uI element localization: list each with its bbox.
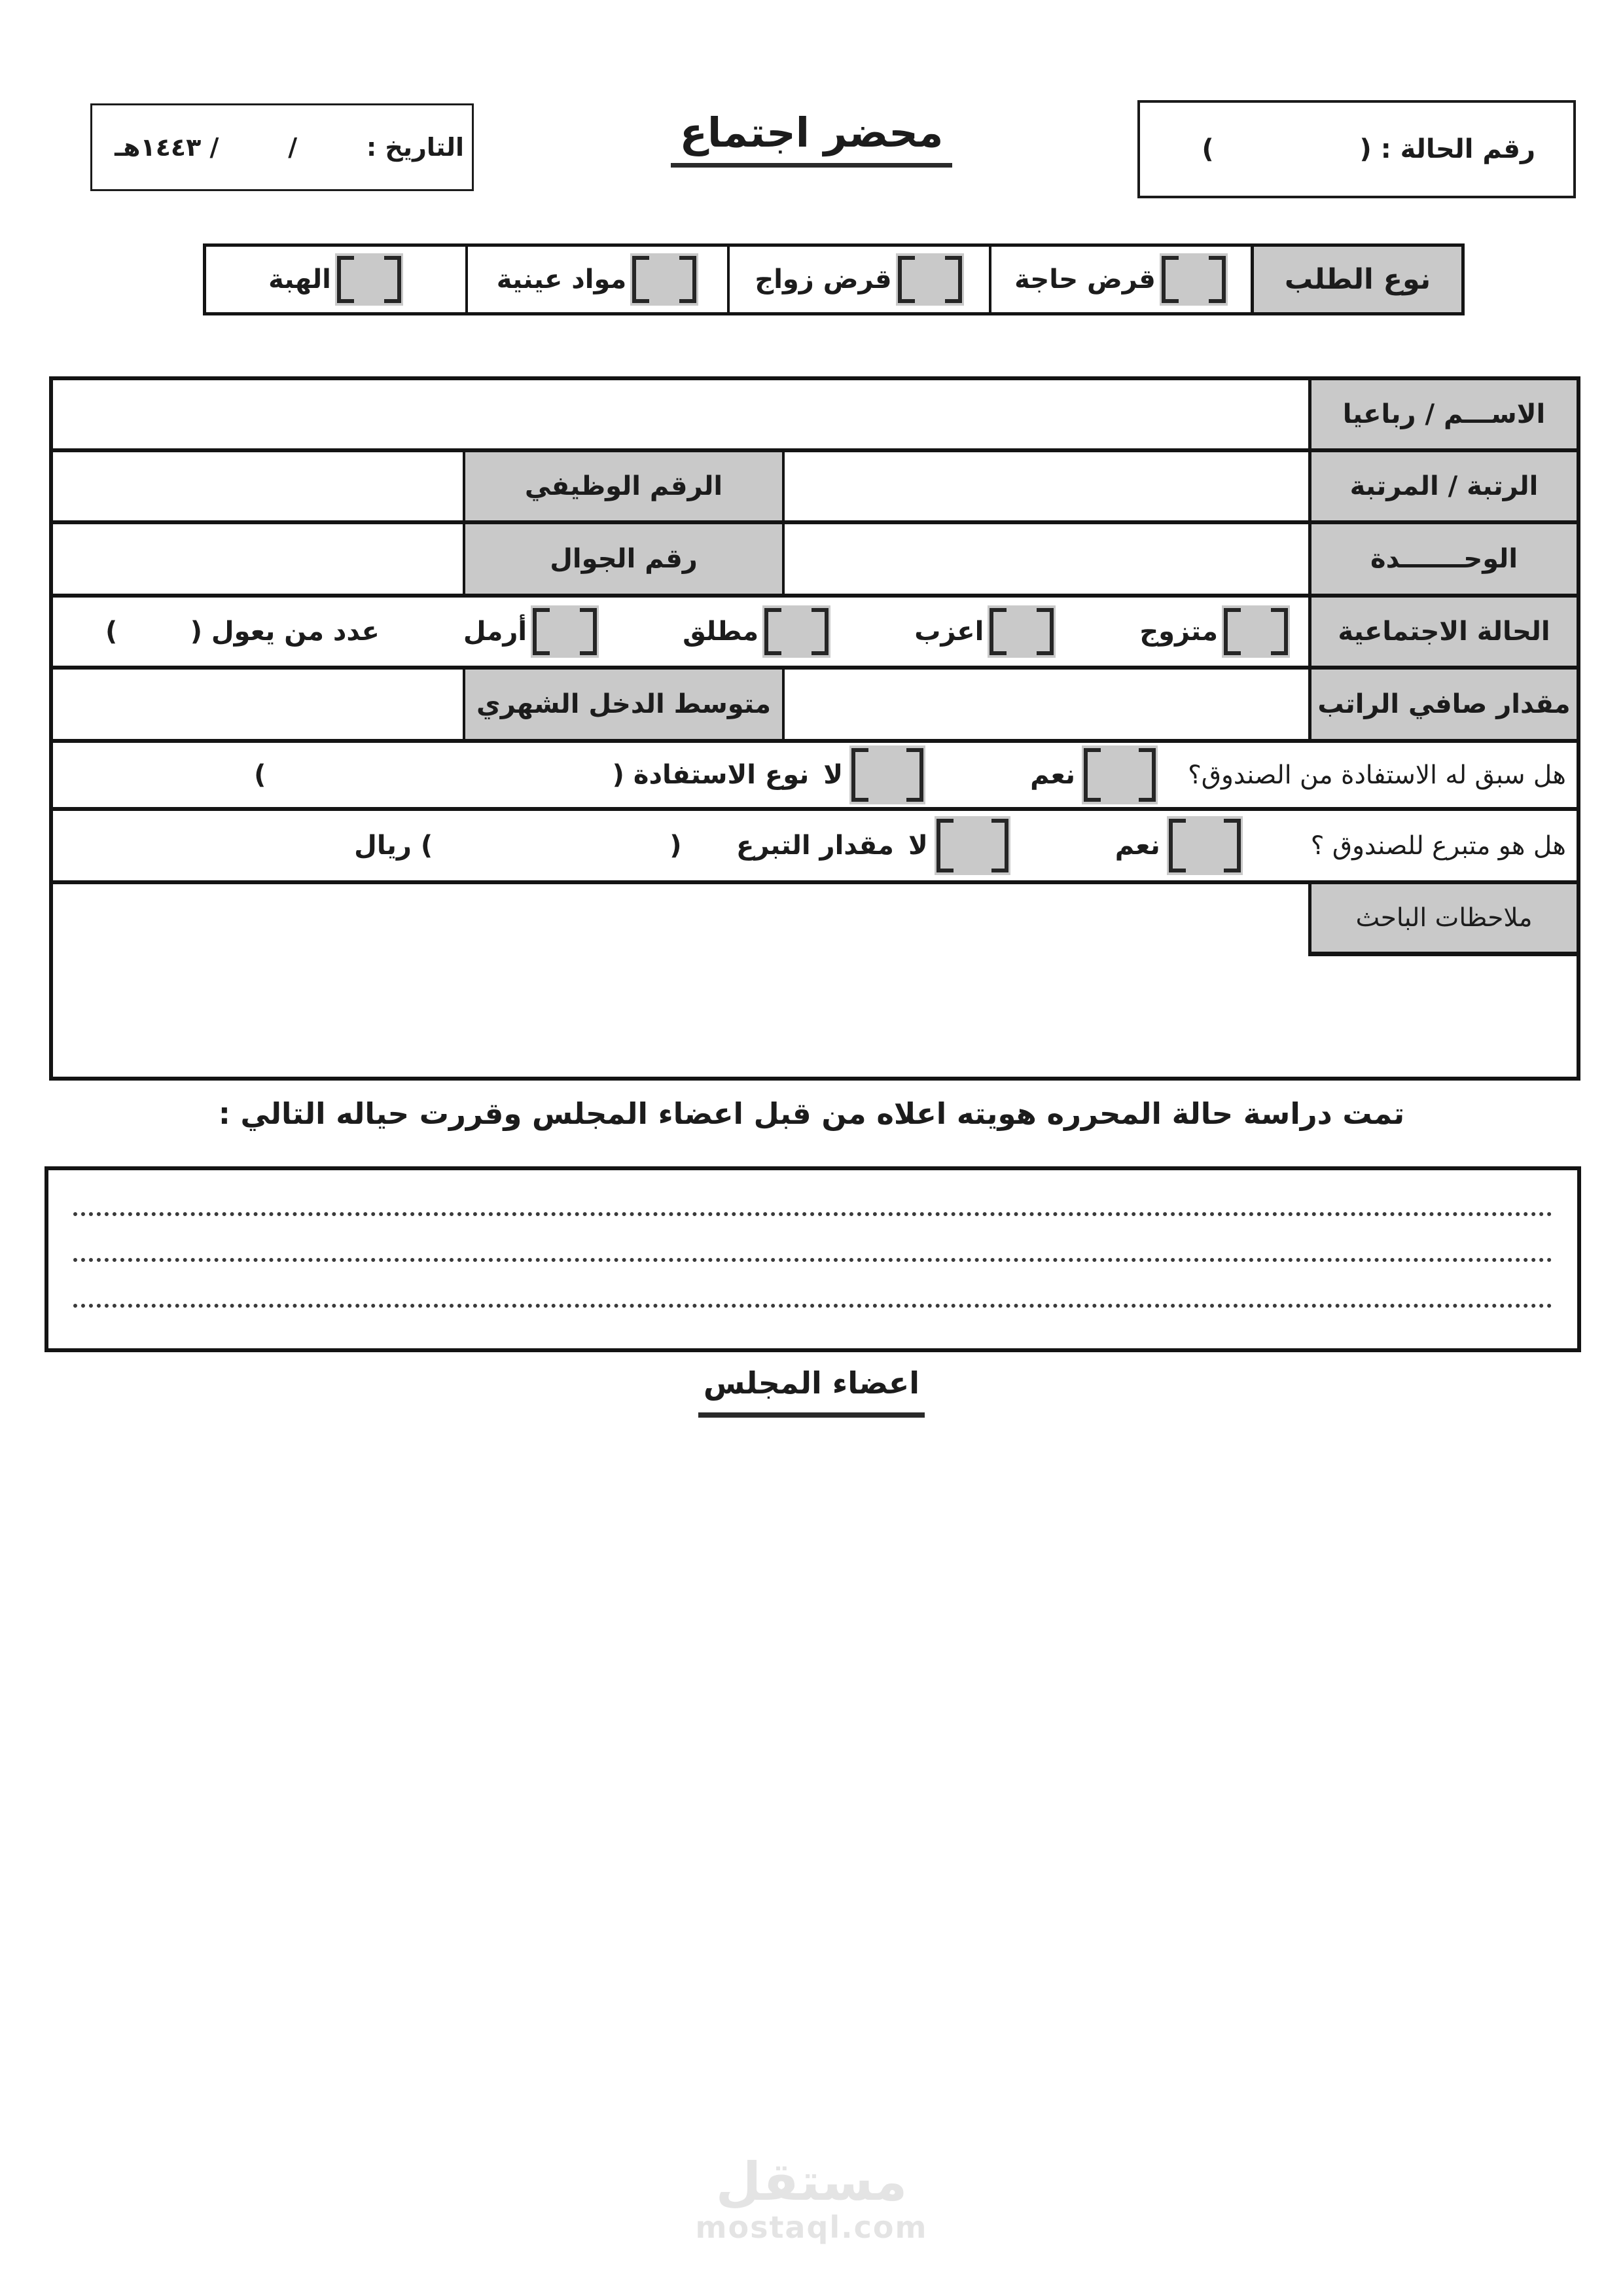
option-gift (206, 247, 465, 312)
field-label-marital: الحالة الاجتماعية (1308, 598, 1577, 666)
notes-header-column (1308, 884, 1577, 956)
donor-yes-label: نعم (1115, 831, 1160, 861)
row-rank (53, 448, 1577, 520)
decision-line-3[interactable] (73, 1262, 1552, 1308)
donor-no-label: لا (908, 831, 928, 861)
option-widowed-label: أرمل (463, 617, 527, 647)
option-divorced-label: مطلق (683, 617, 759, 647)
decision-line-1[interactable] (73, 1170, 1552, 1216)
field-label-net-salary: مقدار صافي الراتب (1308, 670, 1577, 739)
row-unit (53, 520, 1577, 594)
checkbox-inkind-materials[interactable] (630, 253, 698, 306)
row-name (53, 380, 1577, 448)
avg-income-input-area[interactable] (53, 670, 463, 739)
decision-statement: تمت دراسة حالة المحرره هويته اعلاه من قبل اعضاء المجلس وقررت حياله التالي : (218, 1096, 1405, 1131)
members-title: اعضاء المجلس (698, 1365, 925, 1418)
option-marriage-loan (727, 247, 989, 312)
checkbox-donor-no[interactable] (935, 816, 1010, 875)
checkbox-marriage-loan[interactable] (896, 253, 964, 306)
net-salary-input-area[interactable] (785, 670, 1308, 739)
checkbox-widowed[interactable] (531, 605, 599, 658)
notes-input-area[interactable] (53, 884, 1308, 1081)
option-need-loan (989, 247, 1251, 312)
question-benefited: هل سبق له الاستفادة من الصندوق؟ (1188, 760, 1566, 790)
mobile-input-area[interactable] (53, 524, 463, 594)
option-widowed (463, 605, 599, 658)
rank-input-area[interactable] (785, 452, 1308, 520)
option-inkind-materials-label: مواد عينية (496, 264, 627, 295)
benefited-no-label: لا (823, 760, 844, 790)
watermark (0, 2151, 1623, 2245)
date-label[interactable]: التاريخ : / / ١٤٤٣هـ (115, 133, 464, 162)
row-researcher-notes (53, 880, 1577, 1077)
checkbox-need-loan[interactable] (1160, 253, 1228, 306)
marital-options (53, 598, 1308, 666)
request-type-header: نوع الطلب (1251, 247, 1461, 312)
checkbox-benefited-yes[interactable] (1082, 745, 1158, 804)
option-married (1139, 605, 1290, 658)
case-number-label[interactable]: رقم الحالة : ( ) (1202, 134, 1535, 164)
option-married-label: متزوج (1139, 617, 1218, 647)
row-question-benefited (53, 739, 1577, 807)
option-marriage-loan-label: قرض زواج (755, 264, 892, 295)
request-type-row (203, 243, 1465, 315)
dependents-count-field[interactable]: عدد من يعول ( ) (105, 617, 380, 647)
checkbox-gift[interactable] (335, 253, 403, 306)
checkbox-benefited-no[interactable] (849, 745, 925, 804)
date-box (90, 103, 474, 191)
checkbox-divorced[interactable] (762, 605, 830, 658)
option-divorced (683, 605, 830, 658)
field-label-notes: ملاحظات الباحث (1308, 884, 1577, 956)
option-need-loan-label: قرض حاجة (1014, 264, 1156, 295)
donor-yes-group (1115, 816, 1243, 875)
row-salary (53, 666, 1577, 739)
option-inkind-materials (465, 247, 727, 312)
decision-line-2[interactable] (73, 1216, 1552, 1262)
decision-box (45, 1166, 1581, 1352)
benefit-type-field[interactable]: نوع الاستفادة ( ) (254, 760, 810, 790)
field-label-avg-income: متوسط الدخل الشهري (463, 670, 785, 739)
donation-amount-field[interactable]: مقدار التبرع ( ) ريال (354, 831, 894, 861)
question-donor: هل هو متبرع للصندوق ؟ (1310, 831, 1566, 861)
benefited-yes-group (1030, 745, 1158, 804)
donor-no-group (908, 816, 1010, 875)
watermark-logo: مستقل (715, 2151, 908, 2212)
field-label-employee-no: الرقم الوظيفي (463, 452, 785, 520)
employee-no-input-area[interactable] (53, 452, 463, 520)
field-label-mobile: رقم الجوال (463, 524, 785, 594)
option-single (914, 605, 1056, 658)
benefited-yes-label: نعم (1030, 760, 1076, 790)
applicant-table (49, 376, 1580, 1081)
field-label-unit: الوحـــــــدة (1308, 524, 1577, 594)
row-marital-status (53, 594, 1577, 666)
field-label-name: الاســـم / رباعيا (1308, 380, 1577, 448)
page-title: محضر اجتماع (671, 109, 953, 168)
unit-input-area[interactable] (785, 524, 1308, 594)
members-title-area (0, 1365, 1623, 1418)
name-input-area[interactable] (53, 380, 1308, 448)
checkbox-married[interactable] (1222, 605, 1290, 658)
option-gift-label: الهبة (268, 264, 331, 295)
benefited-no-group (823, 745, 925, 804)
option-single-label: اعزب (914, 617, 984, 647)
row-question-donor (53, 807, 1577, 880)
watermark-domain: mostaql.com (695, 2210, 928, 2245)
checkbox-single[interactable] (988, 605, 1056, 658)
checkbox-donor-yes[interactable] (1167, 816, 1243, 875)
field-label-rank: الرتبة / المرتبة (1308, 452, 1577, 520)
